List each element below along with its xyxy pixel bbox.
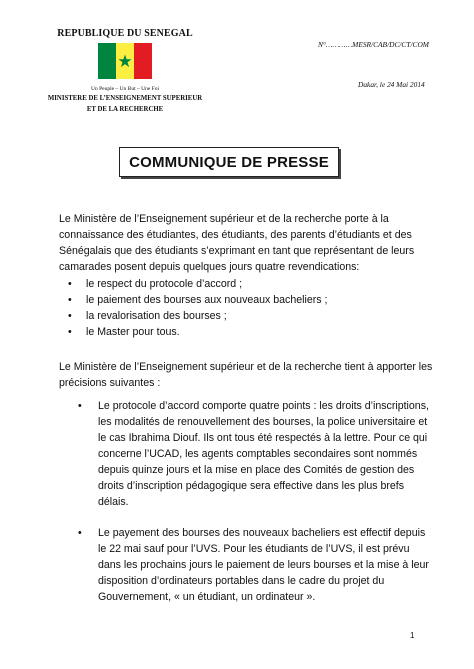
ministry-name-line2: ET DE LA RECHERCHE [86,106,164,113]
list-item: • le Master pour tous. [68,324,327,340]
list-item: • le paiement des bourses aux nouveaux bacheliers ; [68,292,327,308]
page-number: 1 [410,631,415,640]
list-item: • la revalorisation des bourses ; [68,308,327,324]
intro-paragraph: Le Ministère de l’Enseignement supérieur et de la recherche porte à la connaissance des étudiantes, des étudiants, des parents d’étudiants et des Sénégalais que des étudiants s’exprimant en tant que représentant de leurs camarades posent depuis quelques jours quatre revendications: [59,213,415,273]
title-box [119,147,339,177]
list-item: • Le payement des bourses des nouveaux bacheliers est effectif depuis le 22 mai sauf pour l’UVS. Pour les étudiants de l’UVS, il est prévu dans les prochains jours le paiement de leurs bourses et la mise à leur disposition d’ordinateurs portables dans le cadre du projet du Gouvernement, « un étudiant, un ordinateur ». [78,525,434,605]
republic-name: REPUBLIQUE DU SENEGAL [57,28,193,39]
list-item: • Le protocole d’accord comporte quatre points : les droits d’inscriptions, les modalités de renouvellement des bourses, la police universitaire et le cas Ibrahima Diouf. Ils ont tous été respectés à la lettre. Pour ce qui concerne l’UCAD, les agents comptables secondaires sont nommés depuis quinze jours et la mise en place des Comités de gestion des droits d’inscription pédagogique sera effective dans les plus brefs délais. [78,398,434,510]
document-date: Dakar, le 24 Mai 2014 [358,80,425,89]
national-motto: Un Peuple – Un But – Une Foi [91,86,159,92]
flag-green-band [98,43,116,79]
senegal-flag-icon [98,43,152,79]
clarifications-list [78,398,434,605]
page-title: COMMUNIQUE DE PRESSE [129,153,329,171]
flag-red-band [134,43,152,79]
clarification-paragraph: Le Ministère de l’Enseignement supérieur et de la recherche tient à apporter les précisions suivantes : [59,361,433,389]
list-item: • le respect du protocole d’accord ; [68,276,327,292]
reference-number: N°…………MESR/CAB/DC/CT/COM [318,40,429,49]
ministry-name-line1: MINISTERE DE L’ENSEIGNEMENT SUPERIEUR [47,95,203,102]
letterhead [40,28,210,114]
demands-list [68,276,327,340]
